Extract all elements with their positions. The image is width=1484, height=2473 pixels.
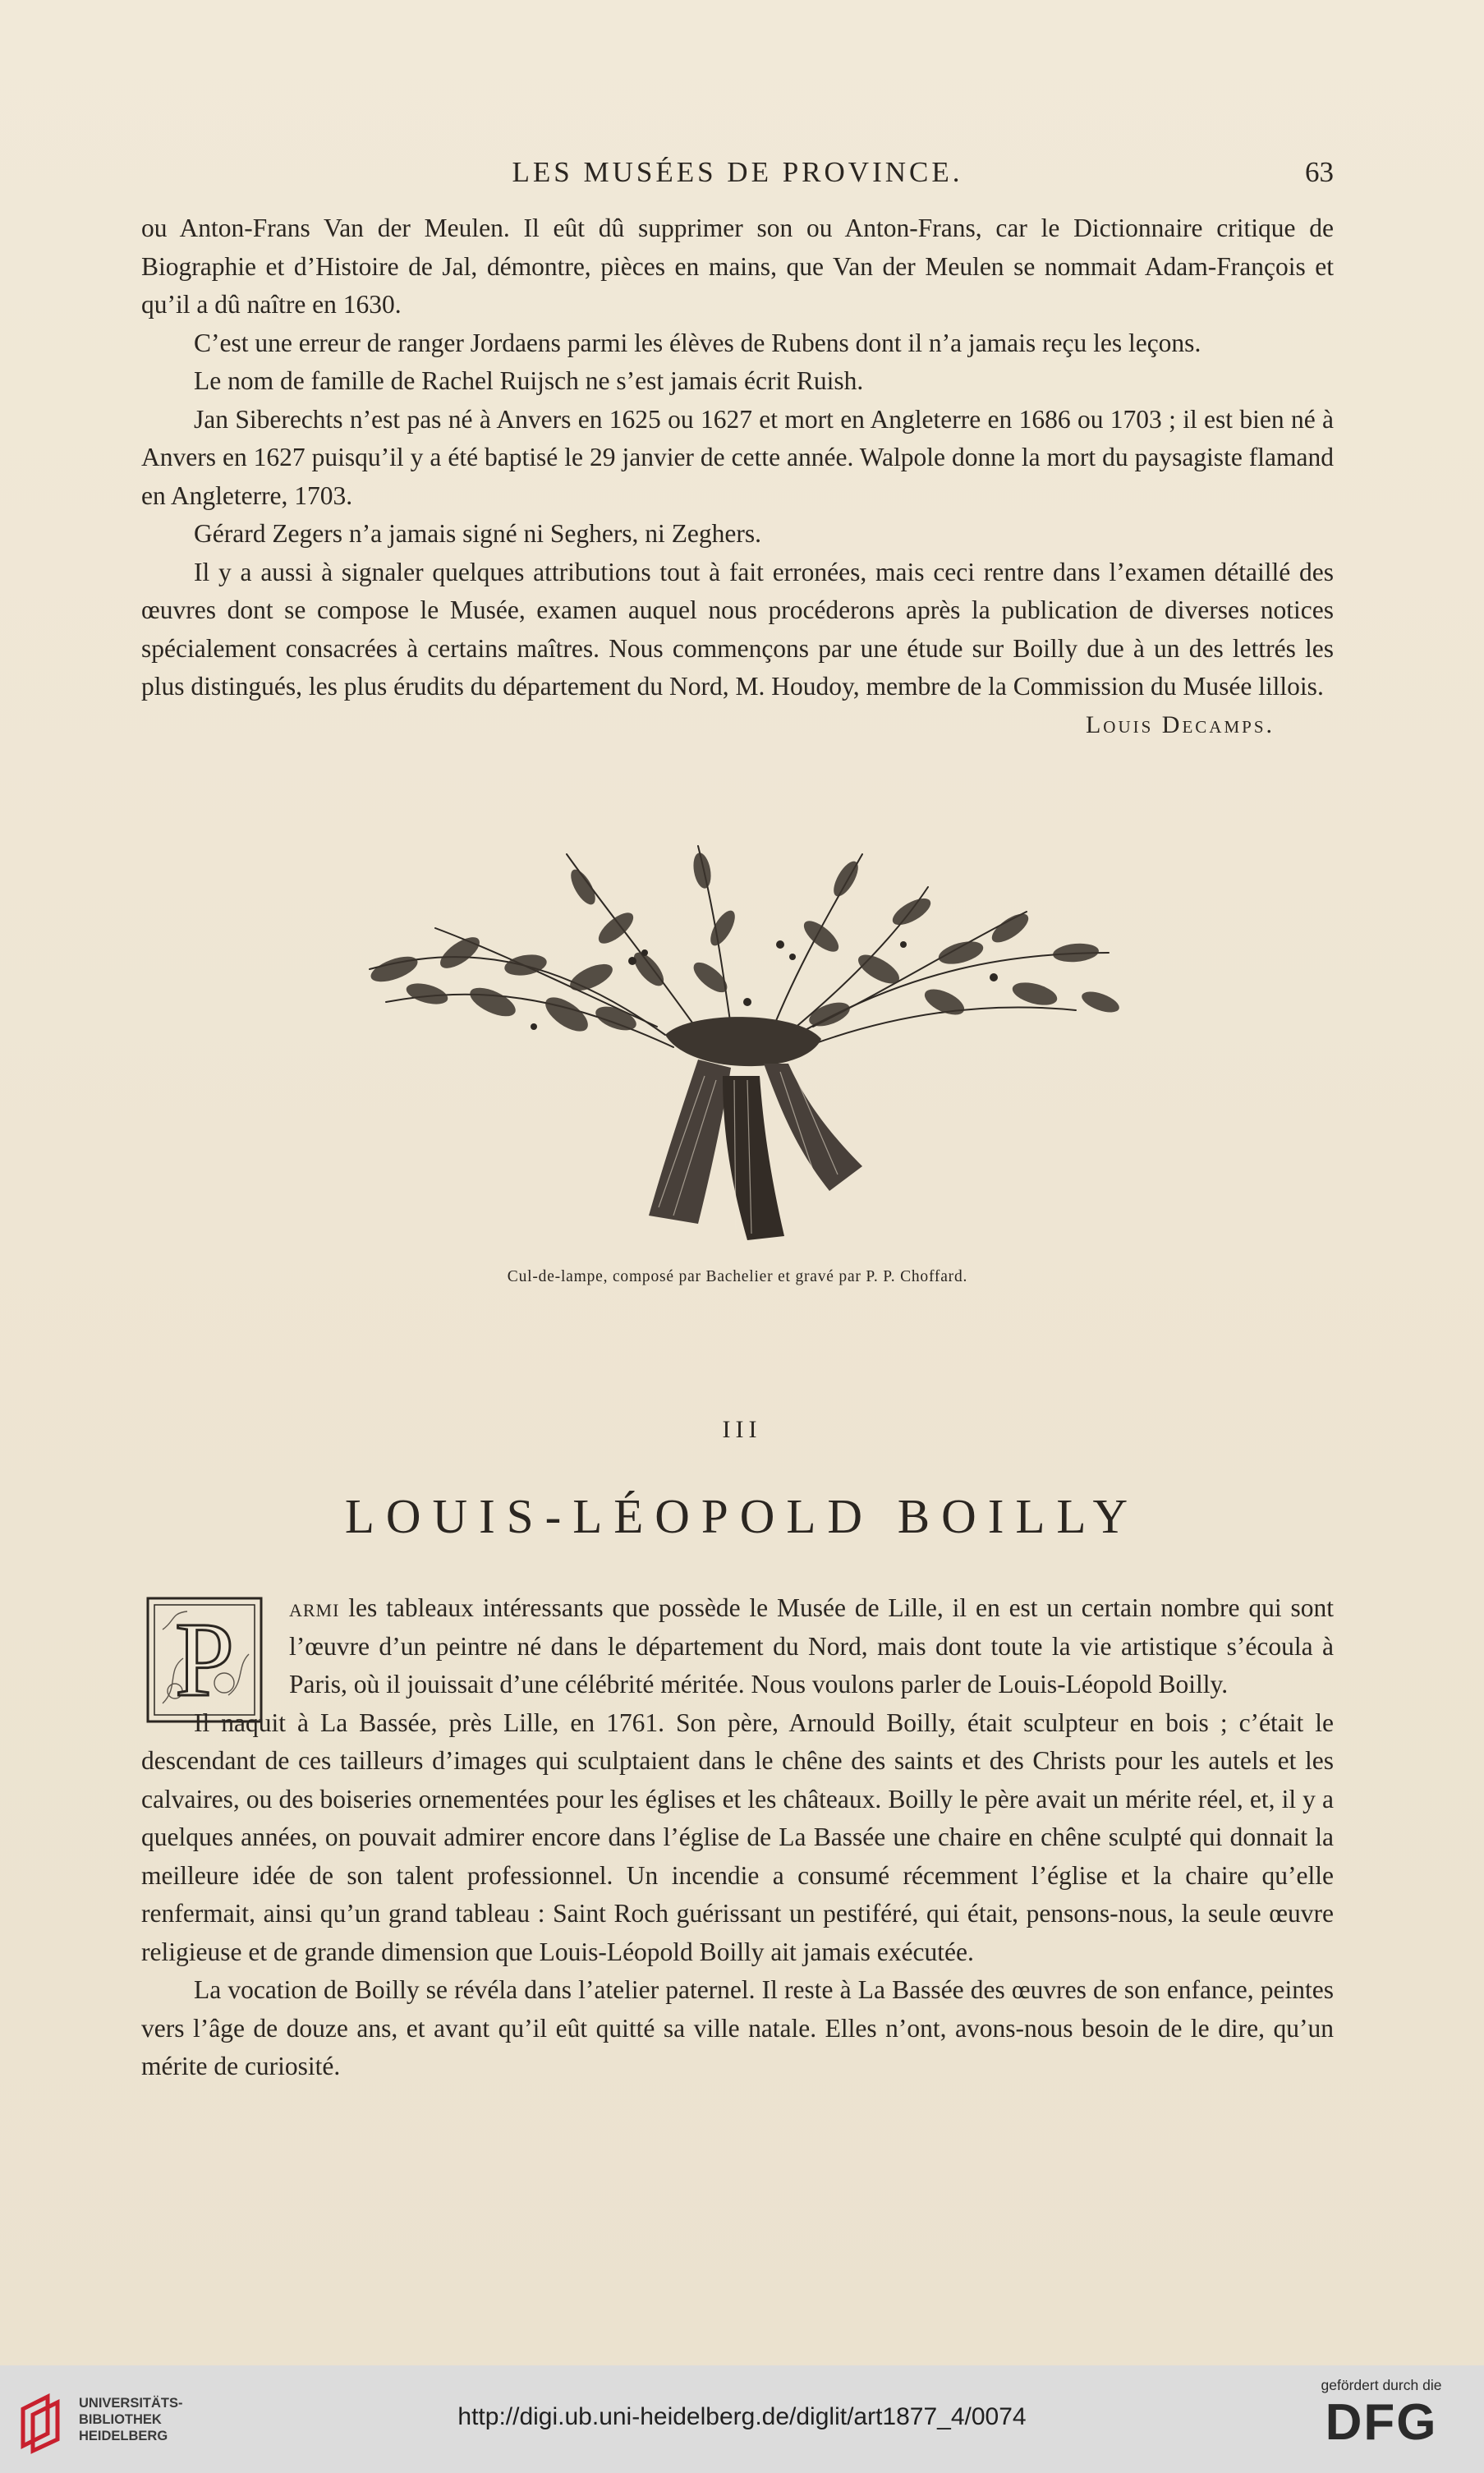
paragraph: ou Anton-Frans Van der Meulen. Il eût dû supprimer son ou Anton-Frans, car le Dictionnaire critique de Biographie et d’Histoire de Jal, démontre, pièces en mains, que Van der Meulen se nommait Adam-François et qu’il a dû naître en 1630. (141, 214, 1334, 319)
paragraph (141, 1589, 1334, 1704)
cul-de-lampe-engraving (337, 830, 1142, 1277)
funder-note: gefördert durch die (1321, 2377, 1442, 2393)
ribbon-knot (649, 1017, 862, 1240)
section-number: III (722, 1416, 762, 1443)
chapter-text (141, 1589, 1334, 2086)
paragraph: Il y a aussi à signaler quelques attributions tout à fait erronées, mais ceci rentre dans l’examen détaillé des œuvres dont se compose le Musée, examen auquel nous procéderons après la publication de diverses notices spécialement consacrées à certains maîtres. Nous commençons par une étude sur Boilly due à un des lettrés les plus distingués, les plus érudits du département du Nord, M. Houdoy, membre de la Commission du Musée lillois. (141, 557, 1334, 701)
intro-text (141, 209, 1334, 744)
viewer-footer (0, 2365, 1484, 2473)
author-signature: Louis Decamps. (1085, 710, 1275, 738)
engraving-caption: Cul-de-lampe, composé par Bachelier et gravé par P. P. Choffard. (507, 1268, 968, 1285)
permalink-url[interactable]: http://digi.ub.uni-heidelberg.de/diglit/art1877_4/0074 (457, 2403, 1027, 2430)
opening-text: les tableaux intéressants que possède le Musée de Lille, il en est un certain nombre qui sont l’œuvre d’un peintre né dans le département du Nord, mais dont toute la vie artistique s’écoula à Paris, où il jouissait d’une célébrité méritée. Nous voulons parler de Louis-Léopold Boilly. (289, 1593, 1334, 1698)
running-title: LES MUSÉES DE PROVINCE. (512, 156, 963, 188)
paragraph: Le nom de famille de Rachel Ruijsch ne s’est jamais écrit Ruish. (194, 366, 864, 395)
funder-name: DFG (1325, 2394, 1438, 2451)
paragraph: La vocation de Boilly se révéla dans l’atelier paternel. Il reste à La Bassée des œuvres de son enfance, peintes vers l’âge de douze ans, et avant qu’il eût quitté sa ville natale. Elles n’ont, avons-nous besoin de le dire, qu’un mérite de curiosité. (141, 1975, 1334, 2080)
opening-smallcaps: armi (289, 1593, 340, 1622)
paragraph: Il naquit à La Bassée, près Lille, en 1761. Son père, Arnould Boilly, était sculpteur en bois ; c’était le descendant de ces tailleurs d’images qui sculptaient dans le chêne des saints et des Christs pour les autels et les calvaires, ou des boiseries ornementées pour les églises et les châteaux. Boilly le père avait un mérite réel, et, il y a quelques années, on pouvait admirer encore dans l’église de La Bassée une chaire en chêne sculpté qui donnait la meilleure idée de son talent professionnel. Un incendie a consumé récemment l’église et la chaire qu’elle renfermait, ainsi qu’un grand tableau : Saint Roch guérissant un pestiféré, qui était, pensons-nous, la seule œuvre religieuse et de grande dimension que Louis-Léopold Boilly ait jamais exécutée. (141, 1708, 1334, 1966)
chapter-title: LOUIS-LÉOPOLD BOILLY (344, 1489, 1140, 1543)
dropcap-letter: P (174, 1601, 235, 1719)
paragraph: Gérard Zegers n’a jamais signé ni Seghers, ni Zeghers. (194, 519, 762, 548)
library-name[interactable]: UNIVERSITÄTS- BIBLIOTHEK HEIDELBERG (79, 2396, 183, 2443)
paragraph: C’est une erreur de ranger Jordaens parmi les élèves de Rubens dont il n’a jamais reçu les leçons. (194, 328, 1201, 357)
running-head (141, 156, 1334, 195)
dfg-logo[interactable] (1295, 2377, 1468, 2452)
page-number: 63 (1305, 156, 1334, 188)
paragraph: Jan Siberechts n’est pas né à Anvers en 1625 ou 1627 et mort en Angleterre en 1686 ou 1703 ; il est bien né à Anvers en 1627 puisqu’il y a été baptisé le 29 janvier de cette année. Walpole donne la mort du paysagiste flamand en Angleterre, 1703. (141, 404, 1334, 510)
